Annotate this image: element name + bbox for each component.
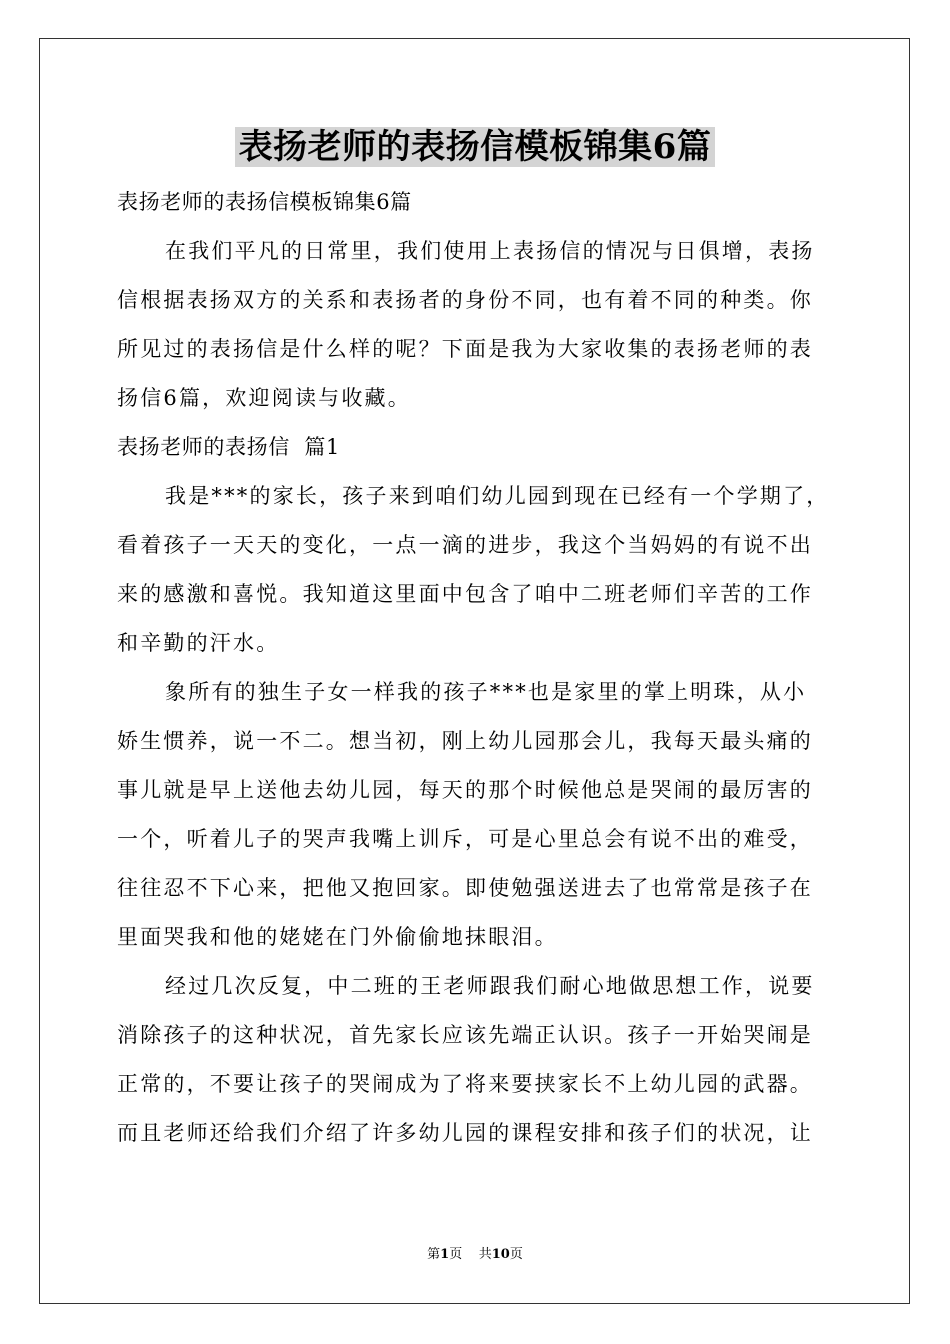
paragraph-line: 一个，听着儿子的哭声我嘴上训斥，可是心里总会有说不出的难受， [117,827,813,851]
paragraph-line: 象所有的独生子女一样我的孩子***也是家里的掌上明珠，从小 [165,680,807,704]
paragraph-line: 和辛勤的汗水。 [117,631,280,655]
paragraph-line: 消除孩子的这种状况，首先家长应该先端正认识。孩子一开始哭闹是 [117,1023,813,1047]
paragraph-line: 看着孩子一天天的变化，一点一滴的进步，我这个当妈妈的有说不出 [117,533,813,557]
footer-page-number: 1 [440,1247,450,1262]
paragraph-line: 扬信6篇，欢迎阅读与收藏。 [117,386,411,410]
document-title-text: 表扬老师的表扬信模板锦集6篇 [235,127,716,167]
document-body [117,178,835,1158]
paragraph-line: 所见过的表扬信是什么样的呢？下面是我为大家收集的表扬老师的表 [117,337,813,361]
section-heading-line: 表扬老师的表扬信模板锦集6篇 [117,190,412,214]
paragraph-line: 信根据表扬双方的关系和表扬者的身份不同，也有着不同的种类。你 [117,288,813,312]
paragraph-line: 在我们平凡的日常里，我们使用上表扬信的情况与日俱增，表扬 [165,239,815,263]
document-title [0,122,950,172]
section-heading-line: 表扬老师的表扬信 篇1 [117,435,340,459]
paragraph-line: 事儿就是早上送他去幼儿园，每天的那个时候他总是哭闹的最厉害的 [117,778,813,802]
footer-suffix: 页 [509,1247,523,1262]
paragraph-line: 经过几次反复，中二班的王老师跟我们耐心地做思想工作，说要 [165,974,815,998]
paragraph-line: 来的感激和喜悦。我知道这里面中包含了咱中二班老师们辛苦的工作 [117,582,813,606]
paragraph-line: 而且老师还给我们介绍了许多幼儿园的课程安排和孩子们的状况，让 [117,1121,813,1145]
page-footer [0,1245,950,1265]
footer-total-pages: 10 [491,1247,510,1262]
footer-prefix: 第 [427,1247,441,1262]
paragraph-line: 往往忍不下心来，把他又抱回家。即使勉强送进去了也常常是孩子在 [117,876,813,900]
paragraph-line: 我是***的家长，孩子来到咱们幼儿园到现在已经有一个学期了， [165,484,830,508]
paragraph-line: 正常的，不要让孩子的哭闹成为了将来要挟家长不上幼儿园的武器。 [117,1072,813,1096]
footer-mid: 页 共 [449,1247,492,1262]
paragraph-line: 娇生惯养，说一不二。想当初，刚上幼儿园那会儿，我每天最头痛的 [117,729,813,753]
paragraph-line: 里面哭我和他的姥姥在门外偷偷地抹眼泪。 [117,925,558,949]
